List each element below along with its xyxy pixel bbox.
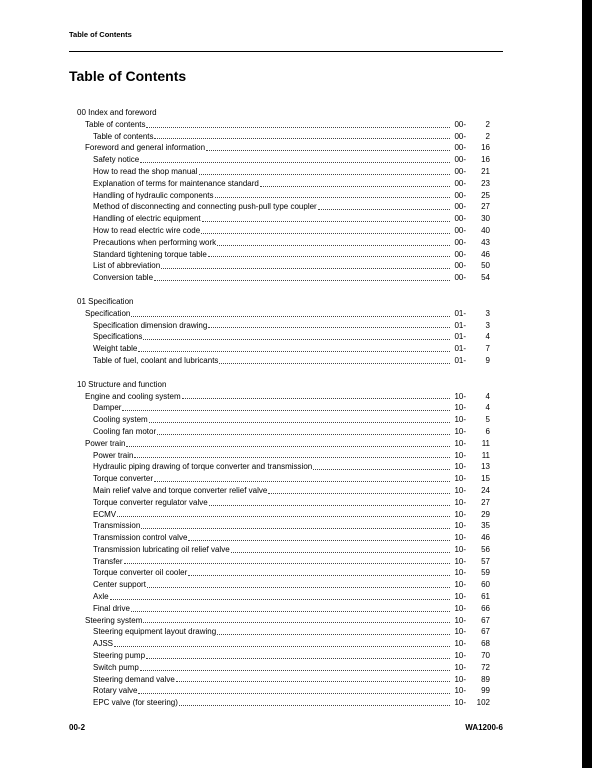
dot-leader bbox=[206, 144, 450, 151]
entry-title: How to read electric wire code bbox=[93, 225, 201, 235]
entry-title: Main relief valve and torque converter relief valve bbox=[93, 485, 268, 495]
page-ref: 59 bbox=[481, 568, 490, 578]
entry-title: Cooling system bbox=[93, 415, 148, 425]
entry-title: Hydraulic piping drawing of torque converter and transmission bbox=[93, 462, 313, 472]
toc-entry bbox=[77, 509, 490, 521]
page-ref: 23 bbox=[481, 178, 490, 188]
dot-leader bbox=[217, 239, 450, 246]
entry-title: List of abbreviation bbox=[93, 261, 161, 271]
dot-leader bbox=[215, 191, 450, 198]
entry-title: EPC valve (for steering) bbox=[93, 698, 178, 708]
toc-entry bbox=[77, 544, 490, 556]
toc-entry bbox=[77, 308, 490, 320]
toc-entry bbox=[77, 638, 490, 650]
model-code: WA1200-6 bbox=[465, 723, 503, 732]
chapter-prefix: 00- bbox=[454, 178, 466, 188]
entry-title: Specification bbox=[85, 308, 131, 318]
entry-title: Steering equipment layout drawing bbox=[93, 627, 217, 637]
entry-title: Transmission control valve bbox=[93, 533, 188, 543]
page-ref: 72 bbox=[481, 662, 490, 672]
page-ref: 27 bbox=[481, 497, 490, 507]
dot-leader bbox=[143, 333, 450, 340]
toc-entry bbox=[77, 662, 490, 674]
page-ref: 40 bbox=[481, 225, 490, 235]
chapter-prefix: 00- bbox=[454, 131, 466, 141]
chapter-prefix: 10- bbox=[454, 497, 466, 507]
toc-entry bbox=[77, 579, 490, 591]
chapter-prefix: 00- bbox=[454, 214, 466, 224]
dot-leader bbox=[140, 156, 450, 163]
chapter-prefix: 10- bbox=[454, 533, 466, 543]
page-ref: 9 bbox=[485, 355, 490, 365]
entry-title: Damper bbox=[93, 403, 122, 413]
entry-title: Specifications bbox=[93, 332, 143, 342]
table-of-contents bbox=[77, 107, 490, 721]
page-ref: 89 bbox=[481, 674, 490, 684]
toc-entry bbox=[77, 249, 490, 261]
chapter-prefix: 00- bbox=[454, 237, 466, 247]
dot-leader bbox=[154, 274, 450, 281]
chapter-prefix: 10- bbox=[454, 415, 466, 425]
page-ref: 102 bbox=[476, 698, 490, 708]
entry-title: Rotary valve bbox=[93, 686, 138, 696]
section-title: 01 Specification bbox=[77, 296, 134, 306]
dot-leader bbox=[131, 310, 450, 317]
toc-entry bbox=[77, 355, 490, 367]
chapter-prefix: 00- bbox=[454, 119, 466, 129]
chapter-prefix: 10- bbox=[454, 639, 466, 649]
chapter-prefix: 10- bbox=[454, 474, 466, 484]
dot-leader bbox=[161, 262, 450, 269]
dot-leader bbox=[176, 675, 450, 682]
chapter-prefix: 00- bbox=[454, 143, 466, 153]
dot-leader bbox=[313, 463, 450, 470]
toc-entry bbox=[77, 674, 490, 686]
toc-entry bbox=[77, 225, 490, 237]
toc-section bbox=[77, 296, 490, 367]
dot-leader bbox=[201, 227, 450, 234]
page-ref: 13 bbox=[481, 462, 490, 472]
dot-leader bbox=[141, 522, 450, 529]
chapter-prefix: 00- bbox=[454, 249, 466, 259]
entry-title: Power train bbox=[85, 438, 126, 448]
running-header: Table of Contents bbox=[69, 30, 132, 39]
dot-leader bbox=[122, 404, 450, 411]
chapter-prefix: 10- bbox=[454, 391, 466, 401]
dot-leader bbox=[260, 180, 450, 187]
entry-title: Method of disconnecting and connecting push-pull type coupler bbox=[93, 202, 317, 212]
chapter-prefix: 10- bbox=[454, 592, 466, 602]
toc-entry bbox=[77, 119, 490, 131]
toc-entry bbox=[77, 414, 490, 426]
page-number: 00-2 bbox=[69, 723, 86, 732]
dot-leader bbox=[149, 416, 450, 423]
page-ref: 24 bbox=[481, 485, 490, 495]
toc-entry bbox=[77, 331, 490, 343]
chapter-prefix: 10- bbox=[454, 627, 466, 637]
dot-leader bbox=[154, 132, 450, 139]
toc-entry bbox=[77, 485, 490, 497]
entry-title: Specification dimension drawing bbox=[93, 320, 208, 330]
entry-title: Standard tightening torque table bbox=[93, 249, 207, 259]
toc-entry bbox=[77, 343, 490, 355]
toc-entry bbox=[77, 520, 490, 532]
dot-leader bbox=[182, 392, 450, 399]
chapter-prefix: 00- bbox=[454, 202, 466, 212]
dot-leader bbox=[179, 699, 450, 706]
chapter-prefix: 01- bbox=[454, 308, 466, 318]
chapter-prefix: 10- bbox=[454, 426, 466, 436]
toc-entry bbox=[77, 591, 490, 603]
page-ref: 4 bbox=[485, 391, 490, 401]
chapter-prefix: 00- bbox=[454, 166, 466, 176]
chapter-prefix: 10- bbox=[454, 674, 466, 684]
dot-leader bbox=[131, 605, 450, 612]
page-ref: 3 bbox=[485, 308, 490, 318]
toc-entry bbox=[77, 260, 490, 272]
page-ref: 67 bbox=[481, 627, 490, 637]
toc-entry bbox=[77, 166, 490, 178]
toc-entry bbox=[77, 438, 490, 450]
entry-title: Handling of electric equipment bbox=[93, 214, 201, 224]
entry-title: Torque converter bbox=[93, 474, 154, 484]
entry-title: Table of contents bbox=[85, 119, 146, 129]
page-ref: 5 bbox=[485, 415, 490, 425]
entry-title: Steering demand valve bbox=[93, 674, 175, 684]
toc-section bbox=[77, 379, 490, 709]
toc-entry bbox=[77, 615, 490, 627]
page-ref: 3 bbox=[485, 320, 490, 330]
toc-entry bbox=[77, 190, 490, 202]
dot-leader bbox=[143, 616, 450, 623]
dot-leader bbox=[209, 499, 450, 506]
entry-title: Transmission bbox=[93, 521, 141, 531]
section-title: 10 Structure and function bbox=[77, 379, 167, 389]
toc-entry bbox=[77, 154, 490, 166]
entry-title: Torque converter regulator valve bbox=[93, 497, 208, 507]
entry-title: Table of fuel, coolant and lubricants bbox=[93, 355, 219, 365]
page-ref: 16 bbox=[481, 143, 490, 153]
entry-title: Torque converter oil cooler bbox=[93, 568, 188, 578]
page-ref: 61 bbox=[481, 592, 490, 602]
chapter-prefix: 10- bbox=[454, 651, 466, 661]
toc-entry bbox=[77, 567, 490, 579]
chapter-prefix: 10- bbox=[454, 462, 466, 472]
page-ref: 16 bbox=[481, 155, 490, 165]
page-ref: 25 bbox=[481, 190, 490, 200]
entry-title: Steering pump bbox=[93, 651, 146, 661]
page-ref: 57 bbox=[481, 556, 490, 566]
toc-entry bbox=[77, 685, 490, 697]
dot-leader bbox=[110, 593, 450, 600]
toc-entry bbox=[77, 556, 490, 568]
chapter-prefix: 00- bbox=[454, 261, 466, 271]
page-ref: 30 bbox=[481, 214, 490, 224]
dot-leader bbox=[202, 215, 450, 222]
dot-leader bbox=[117, 510, 450, 517]
dot-leader bbox=[188, 569, 450, 576]
dot-leader bbox=[146, 652, 450, 659]
dot-leader bbox=[138, 345, 450, 352]
page-ref: 67 bbox=[481, 615, 490, 625]
page-ref: 29 bbox=[481, 509, 490, 519]
page-ref: 43 bbox=[481, 237, 490, 247]
dot-leader bbox=[231, 546, 450, 553]
entry-title: Weight table bbox=[93, 344, 138, 354]
page-ref: 60 bbox=[481, 580, 490, 590]
page-ref: 50 bbox=[481, 261, 490, 271]
dot-leader bbox=[138, 687, 450, 694]
dot-leader bbox=[208, 321, 450, 328]
dot-leader bbox=[134, 451, 450, 458]
page-ref: 7 bbox=[485, 344, 490, 354]
page-ref: 66 bbox=[481, 603, 490, 613]
toc-entry bbox=[77, 320, 490, 332]
dot-leader bbox=[126, 440, 450, 447]
chapter-prefix: 10- bbox=[454, 662, 466, 672]
toc-entry bbox=[77, 532, 490, 544]
page-ref: 54 bbox=[481, 273, 490, 283]
toc-entry bbox=[77, 603, 490, 615]
toc-entry bbox=[77, 142, 490, 154]
toc-entry bbox=[77, 450, 490, 462]
entry-title: Safety notice bbox=[93, 155, 140, 165]
toc-entry bbox=[77, 626, 490, 638]
page-ref: 68 bbox=[481, 639, 490, 649]
toc-entry bbox=[77, 131, 490, 143]
page-ref: 99 bbox=[481, 686, 490, 696]
toc-entry bbox=[77, 272, 490, 284]
entry-title: Handling of hydraulic components bbox=[93, 190, 214, 200]
dot-leader bbox=[318, 203, 450, 210]
chapter-prefix: 01- bbox=[454, 355, 466, 365]
page-ref: 2 bbox=[485, 131, 490, 141]
entry-title: Cooling fan motor bbox=[93, 426, 157, 436]
entry-title: Conversion table bbox=[93, 273, 154, 283]
page-ref: 46 bbox=[481, 249, 490, 259]
dot-leader bbox=[114, 640, 450, 647]
toc-entry bbox=[77, 697, 490, 709]
toc-entry bbox=[77, 426, 490, 438]
entry-title: Table of contents bbox=[93, 131, 154, 141]
section-title: 00 Index and foreword bbox=[77, 108, 157, 117]
toc-entry bbox=[77, 391, 490, 403]
page-ref: 70 bbox=[481, 651, 490, 661]
toc-entry bbox=[77, 237, 490, 249]
page-ref: 27 bbox=[481, 202, 490, 212]
page-ref: 46 bbox=[481, 533, 490, 543]
chapter-prefix: 00- bbox=[454, 155, 466, 165]
toc-entry bbox=[77, 402, 490, 414]
dot-leader bbox=[154, 475, 450, 482]
chapter-prefix: 10- bbox=[454, 438, 466, 448]
toc-entry bbox=[77, 213, 490, 225]
entry-title: Axle bbox=[93, 592, 109, 602]
page-ref: 4 bbox=[485, 332, 490, 342]
entry-title: Precautions when performing work bbox=[93, 237, 217, 247]
toc-section bbox=[77, 107, 490, 284]
chapter-prefix: 10- bbox=[454, 509, 466, 519]
dot-leader bbox=[188, 534, 450, 541]
chapter-prefix: 10- bbox=[454, 580, 466, 590]
chapter-prefix: 10- bbox=[454, 544, 466, 554]
dot-leader bbox=[147, 581, 450, 588]
dot-leader bbox=[157, 428, 450, 435]
dot-leader bbox=[199, 168, 450, 175]
page-ref: 2 bbox=[485, 119, 490, 129]
dot-leader bbox=[124, 557, 451, 564]
chapter-prefix: 10- bbox=[454, 403, 466, 413]
dot-leader bbox=[146, 121, 450, 128]
chapter-prefix: 10- bbox=[454, 485, 466, 495]
chapter-prefix: 10- bbox=[454, 450, 466, 460]
dot-leader bbox=[268, 487, 450, 494]
toc-entry bbox=[77, 201, 490, 213]
entry-title: Explanation of terms for maintenance standard bbox=[93, 178, 259, 188]
toc-entry bbox=[77, 473, 490, 485]
page-ref: 6 bbox=[485, 426, 490, 436]
entry-title: Power train bbox=[93, 450, 134, 460]
toc-entry bbox=[77, 461, 490, 473]
chapter-prefix: 10- bbox=[454, 615, 466, 625]
toc-entry bbox=[77, 497, 490, 509]
chapter-prefix: 10- bbox=[454, 568, 466, 578]
page-ref: 11 bbox=[481, 450, 490, 460]
dot-leader bbox=[208, 250, 450, 257]
chapter-prefix: 10- bbox=[454, 698, 466, 708]
chapter-prefix: 10- bbox=[454, 556, 466, 566]
toc-entry bbox=[77, 178, 490, 190]
chapter-prefix: 10- bbox=[454, 603, 466, 613]
chapter-prefix: 01- bbox=[454, 344, 466, 354]
page-ref: 56 bbox=[481, 544, 490, 554]
chapter-prefix: 00- bbox=[454, 273, 466, 283]
page-ref: 15 bbox=[481, 474, 490, 484]
entry-title: Steering system bbox=[85, 615, 143, 625]
entry-title: Transmission lubricating oil relief valve bbox=[93, 544, 230, 554]
entry-title: Transfer bbox=[93, 556, 123, 566]
page-ref: 35 bbox=[481, 521, 490, 531]
entry-title: Foreword and general information bbox=[85, 143, 206, 153]
chapter-prefix: 10- bbox=[454, 521, 466, 531]
dot-leader bbox=[219, 357, 450, 364]
entry-title: Switch pump bbox=[93, 662, 139, 672]
entry-title: AJSS bbox=[93, 639, 114, 649]
chapter-prefix: 01- bbox=[454, 320, 466, 330]
entry-title: Engine and cooling system bbox=[85, 391, 181, 401]
entry-title: Center support bbox=[93, 580, 146, 590]
page-title: Table of Contents bbox=[69, 68, 187, 84]
chapter-prefix: 00- bbox=[454, 190, 466, 200]
dot-leader bbox=[217, 628, 450, 635]
page-ref: 11 bbox=[481, 438, 490, 448]
page-ref: 4 bbox=[485, 403, 490, 413]
entry-title: Final drive bbox=[93, 603, 130, 613]
chapter-prefix: 00- bbox=[454, 225, 466, 235]
toc-entry bbox=[77, 650, 490, 662]
chapter-prefix: 10- bbox=[454, 686, 466, 696]
header-rule bbox=[69, 51, 503, 52]
chapter-prefix: 01- bbox=[454, 332, 466, 342]
entry-title: How to read the shop manual bbox=[93, 166, 198, 176]
entry-title: ECMV bbox=[93, 509, 117, 519]
dot-leader bbox=[140, 664, 450, 671]
page-ref: 21 bbox=[481, 166, 490, 176]
